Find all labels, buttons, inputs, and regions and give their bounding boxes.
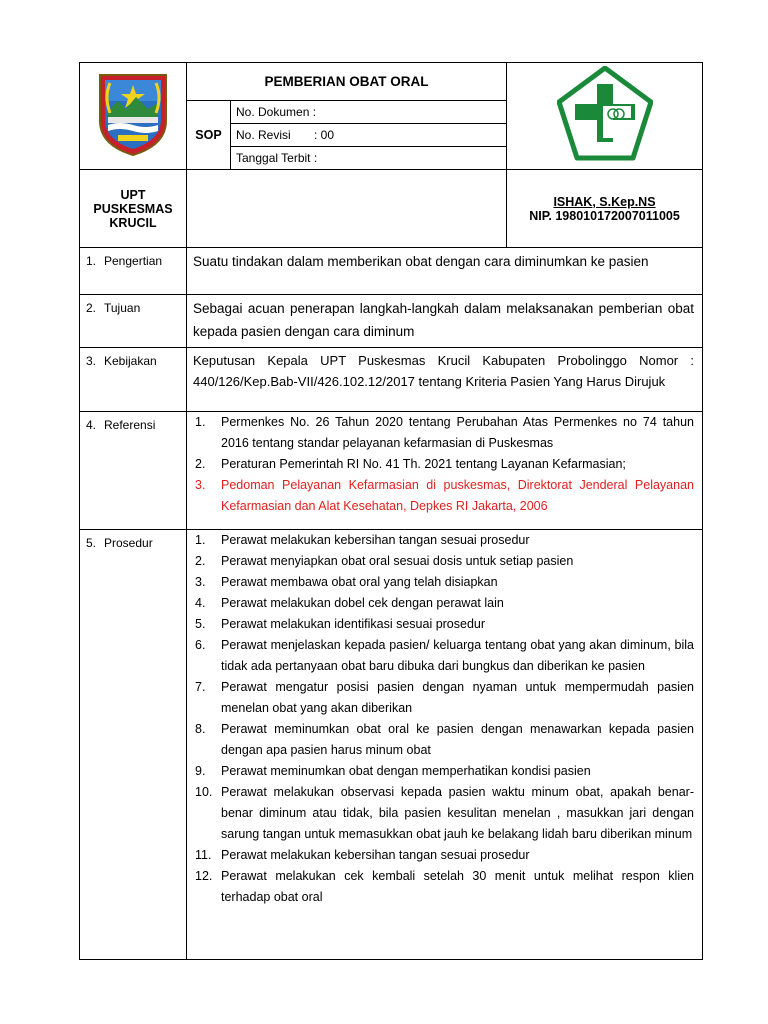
list-item: 2. Peraturan Pemerintah RI No. 41 Th. 2021 tentang Layanan Kefarmasian; (195, 457, 626, 471)
label-kebijakan: 3. Kebijakan (80, 348, 187, 412)
list-item: 7. Perawat mengatur posisi pasien dengan nyaman untuk mempermudah pasien menelan obat yang akan diberikan (195, 680, 694, 715)
no-dokumen: No. Dokumen : (231, 101, 507, 124)
list-item: 5. Perawat melakukan identifikasi sesuai prosedur (195, 617, 486, 631)
list-item: 3. Pedoman Pelayanan Kefarmasian di puskesmas, Direktorat Jenderal Pelayanan Kefarmasian dan Alat Kesehatan, Depkes RI Jakarta, 2006 (195, 478, 694, 513)
list-item: 10. Perawat melakukan observasi kepada pasien waktu minum obat, apakah benar-benar diminum atau tidak, bila pasien kesulitan menelan , masukkan jari dengan sarung tangan untuk memasukkan obat jauh ke belakang lidah baru diberikan minum (195, 785, 694, 841)
empty-cell (187, 170, 507, 248)
no-revisi-label: No. Revisi (236, 128, 291, 142)
org-line-2: PUSKESMAS (93, 201, 173, 216)
regional-emblem-cell (80, 63, 187, 170)
label-referensi: 4. Referensi (80, 412, 187, 530)
prosedur-list (193, 530, 694, 908)
organization-name (80, 170, 187, 248)
list-item: 12. Perawat melakukan cek kembali setelah 30 menit untuk melihat respon klien terhadap obat oral (195, 869, 694, 904)
list-item: 1. Permenkes No. 26 Tahun 2020 tentang Perubahan Atas Permenkes no 74 tahun 2016 tentang standar pelayanan kefarmasian di Puskesmas (195, 415, 694, 450)
puskesmas-logo-cell (507, 63, 703, 170)
signer-name: ISHAK, S.Kep.NS (553, 194, 656, 209)
list-item: 8. Perawat meminumkan obat oral ke pasien dengan menawarkan kepada pasien dengan apa pasien harus minum obat (195, 722, 694, 757)
org-line-1: UPT (120, 187, 146, 202)
signer-block (507, 170, 703, 248)
signer-nip: NIP. 19801017200701100​5 (529, 208, 680, 223)
list-item: 6. Perawat menjelaskan kepada pasien/ keluarga tentang obat yang akan diminum, bila tidak ada pertanyaan obat baru dibuka dari bungkus dan diberikan ke pasien (195, 638, 694, 673)
text-tujuan: Sebagai acuan penerapan langkah-langkah dalam melaksanakan pemberian obat kepada pasien dengan cara diminum (187, 295, 703, 348)
label-tujuan: 2. Tujuan (80, 295, 187, 348)
no-revisi-value: : 00 (314, 128, 335, 142)
sop-document (79, 62, 702, 960)
list-item: 11. Perawat melakukan kebersihan tangan sesuai prosedur (195, 848, 530, 862)
label-pengertian: 1. Pengertian (80, 248, 187, 295)
list-item: 3. Perawat membawa obat oral yang telah disiapkan (195, 575, 498, 589)
list-item: 9. Perawat meminumkan obat dengan memperhatikan kondisi pasien (195, 764, 591, 778)
document-title: PEMBERIAN OBAT ORAL (187, 63, 507, 101)
puskesmas-logo-icon (557, 66, 653, 162)
list-item: 1. Perawat melakukan kebersihan tangan sesuai prosedur (195, 533, 530, 547)
list-item: 4. Perawat melakukan dobel cek dengan perawat lain (195, 596, 504, 610)
text-kebijakan: Keputusan Kepala UPT Puskesmas Krucil Kabupaten Probolinggo Nomor : 440/126/Kep.Bab-VII/426.102.12/2017 tentang Kriteria Pasien Yang Harus Dirujuk (187, 348, 703, 412)
referensi-list (193, 412, 694, 517)
text-pengertian: Suatu tindakan dalam memberikan obat dengan cara diminumkan ke pasien (187, 248, 703, 295)
sop-table (79, 62, 703, 960)
tanggal-terbit: Tanggal Terbit : (231, 147, 507, 170)
no-revisi (231, 124, 507, 147)
referensi-cell (187, 412, 703, 530)
list-item: 2. Perawat menyiapkan obat oral sesuai dosis untuk setiap pasien (195, 554, 574, 568)
label-prosedur: 5. Prosedur (80, 530, 187, 960)
probolinggo-emblem-icon (96, 71, 170, 157)
org-line-3: KRUCIL (109, 215, 157, 230)
prosedur-cell (187, 530, 703, 960)
sop-label: SOP (187, 101, 231, 170)
